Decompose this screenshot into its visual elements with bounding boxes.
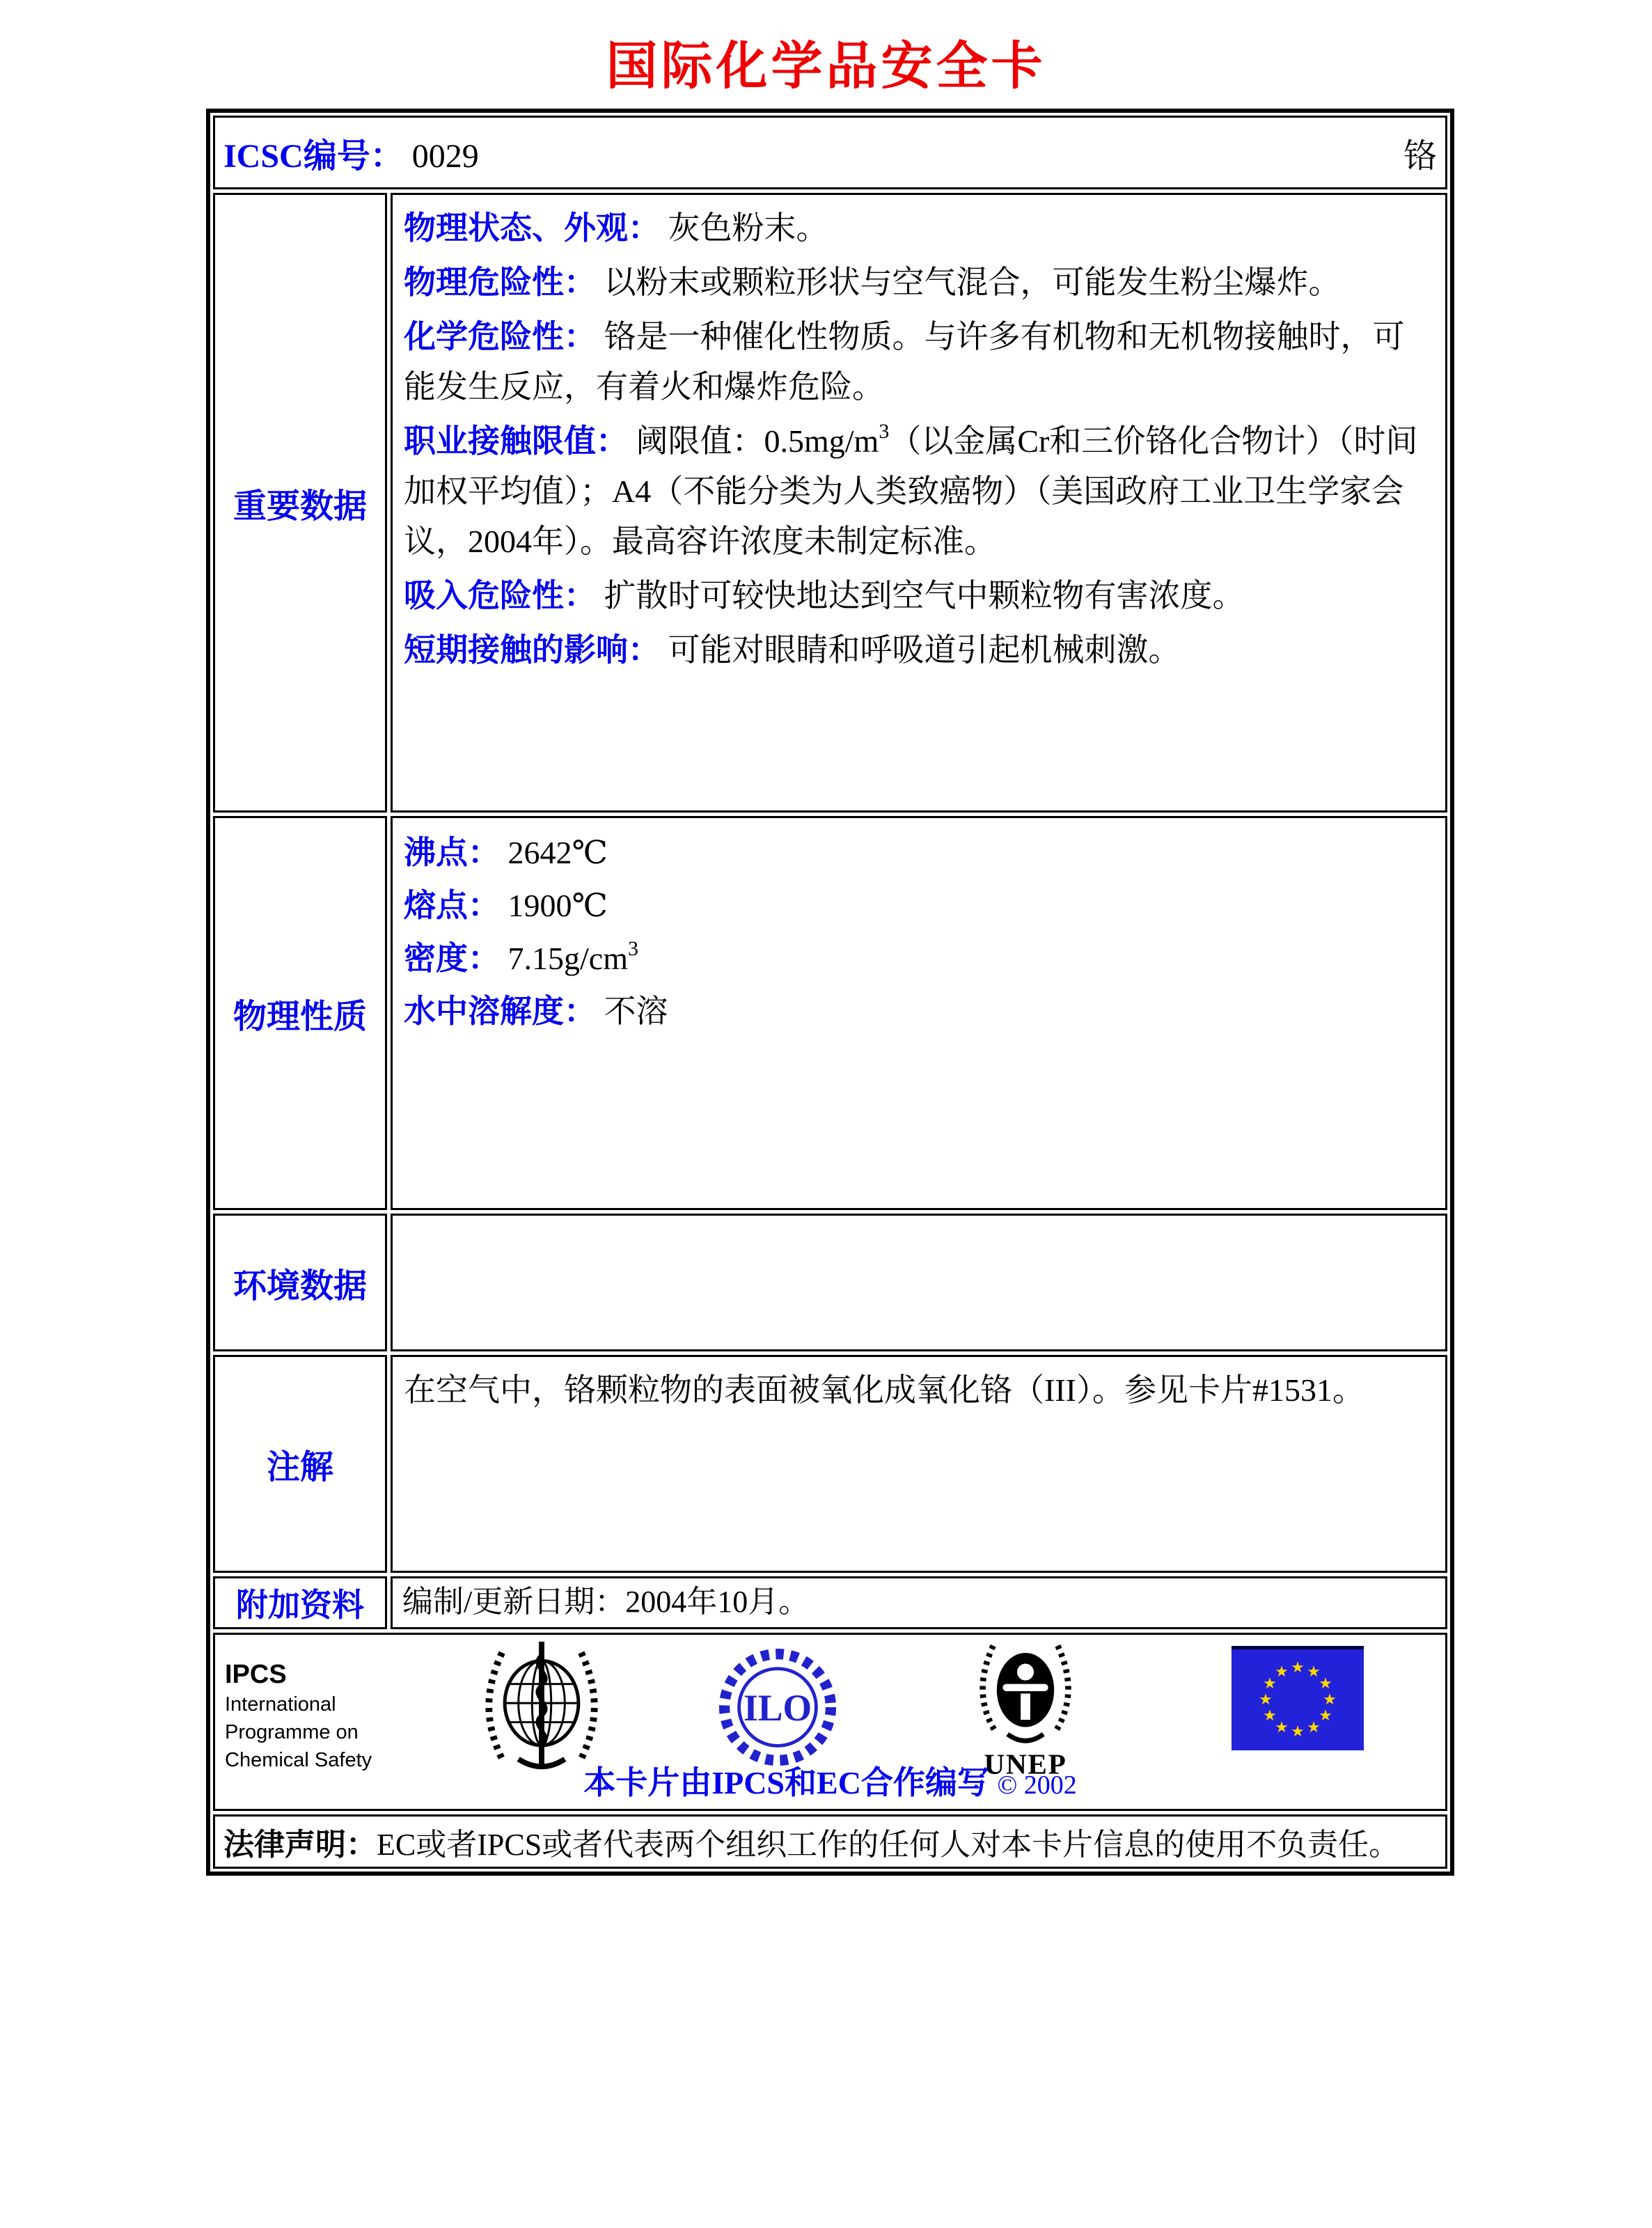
eu-star-icon: ★ [1263, 1707, 1277, 1725]
eu-star-icon: ★ [1307, 1719, 1321, 1736]
occupational-limit-text2: （以金属Cr和三价铬化合物计）（时间加权平均值）；A4（不能分类为人类致癌物）（美国政府工业卫生学家会议，2004年）。最高容许浓度未制定标准。 [404, 423, 1418, 559]
occupational-limit-item [404, 416, 1434, 567]
ipcs-subtitle-line: International [225, 1693, 336, 1716]
physical-state-label: 物理状态、外观： [404, 210, 660, 246]
environmental-data-row [213, 1214, 1447, 1351]
eu-star-icon: ★ [1275, 1719, 1289, 1736]
eu-star-icon: ★ [1307, 1663, 1321, 1681]
footer-row [213, 1633, 1447, 1811]
footer-copyright: © 2002 [997, 1771, 1077, 1800]
footer-caption [215, 1757, 1445, 1803]
water-solubility-label: 水中溶解度： [404, 994, 596, 1029]
short-term-effects-label: 短期接触的影响： [404, 632, 660, 668]
short-term-effects-item [404, 625, 1434, 675]
safety-card-table [206, 109, 1454, 1876]
physical-danger-label: 物理危险性： [404, 265, 596, 300]
ipcs-title: IPCS [225, 1660, 287, 1689]
inhalation-risk-item [404, 571, 1434, 621]
inhalation-risk-label: 吸入危险性： [404, 578, 596, 613]
melting-point-value: 1900℃ [508, 888, 608, 923]
important-data-section-label: 重要数据 [213, 193, 387, 813]
chemical-name: 铬 [1403, 137, 1437, 175]
water-solubility-value: 不溶 [604, 994, 668, 1029]
physical-state-item [404, 203, 1434, 253]
legal-text: EC或者IPCS或者代表两个组织工作的任何人对本卡片信息的使用不负责任。 [377, 1828, 1400, 1862]
cubic-superscript: 3 [879, 419, 890, 443]
melting-point-item [404, 879, 1434, 932]
additional-info-content: 编制/更新日期：2004年10月。 [391, 1576, 1447, 1629]
cubic-superscript: 3 [627, 936, 638, 960]
eu-star-icon: ★ [1275, 1663, 1289, 1681]
notes-content: 在空气中，铬颗粒物的表面被氧化成氧化铬（III）。参见卡片#1531。 [391, 1355, 1447, 1573]
density-item [404, 932, 1434, 985]
eu-star-icon: ★ [1319, 1675, 1332, 1693]
eu-flag-icon [1232, 1646, 1364, 1750]
eu-star-icon: ★ [1319, 1707, 1332, 1725]
physical-danger-item [404, 258, 1434, 308]
chemical-danger-text: 铬是一种催化性物质。与许多有机物和无机物接触时，可能发生反应，有着火和爆炸危险。 [404, 319, 1405, 405]
additional-info-row [213, 1576, 1447, 1629]
water-solubility-item [404, 985, 1434, 1038]
icsc-number-value: 0029 [411, 137, 479, 175]
density-label: 密度： [404, 941, 500, 976]
important-data-row [213, 193, 1447, 813]
physical-danger-text: 以粉末或颗粒形状与空气混合，可能发生粉尘爆炸。 [604, 265, 1341, 300]
ilo-logo-icon [718, 1639, 837, 1775]
ilo-letters: ILO [743, 1687, 812, 1729]
unep-label: UNEP [984, 1748, 1067, 1780]
physical-state-text: 灰色粉末。 [668, 210, 828, 246]
short-term-effects-text: 可能对眼睛和呼吸道引起机械刺激。 [668, 632, 1181, 668]
footer-cell [213, 1633, 1447, 1811]
additional-info-section-label: 附加资料 [213, 1576, 387, 1629]
boiling-point-label: 沸点： [404, 835, 500, 870]
important-data-content [391, 193, 1447, 813]
page-title: 国际化学品安全卡 [606, 38, 1046, 95]
inhalation-risk-text: 扩散时可较快地达到空气中颗粒物有害浓度。 [604, 578, 1245, 613]
ipcs-subtitle-line: Programme on [225, 1721, 359, 1743]
eu-star-icon: ★ [1291, 1723, 1305, 1741]
melting-point-label: 熔点： [404, 888, 500, 923]
notes-row [213, 1355, 1447, 1573]
physical-properties-section-label: 物理性质 [213, 816, 387, 1210]
chemical-danger-item [404, 312, 1434, 412]
eu-star-icon: ★ [1291, 1659, 1305, 1677]
legal-cell [213, 1814, 1447, 1869]
occupational-limit-label: 职业接触限值： [404, 423, 628, 459]
environmental-data-section-label: 环境数据 [213, 1214, 387, 1351]
environmental-data-content [391, 1214, 1447, 1351]
chemical-danger-label: 化学危险性： [404, 319, 596, 354]
physical-properties-row [213, 816, 1447, 1210]
legal-label: 法律声明： [223, 1828, 377, 1862]
physical-properties-content [391, 816, 1447, 1210]
density-value: 7.15g/cm [508, 941, 628, 976]
who-logo-icon [480, 1639, 604, 1775]
occupational-limit-text: 阈限值：0.5mg/m [636, 423, 879, 459]
header-row [213, 116, 1447, 189]
legal-row [213, 1814, 1447, 1869]
header-cell [213, 116, 1447, 189]
icsc-number-group [223, 129, 479, 177]
footer-caption-text: 本卡片由IPCS和EC合作编写 [583, 1765, 989, 1801]
eu-star-icon: ★ [1323, 1691, 1337, 1709]
eu-star-icon: ★ [1259, 1691, 1273, 1709]
ipcs-subtitle-line: Chemical Safety [225, 1749, 372, 1771]
boiling-point-value: 2642℃ [508, 835, 608, 870]
eu-star-icon: ★ [1263, 1675, 1277, 1693]
notes-section-label: 注解 [213, 1355, 387, 1573]
icsc-number-label: ICSC编号： [223, 137, 404, 175]
boiling-point-item [404, 826, 1434, 879]
